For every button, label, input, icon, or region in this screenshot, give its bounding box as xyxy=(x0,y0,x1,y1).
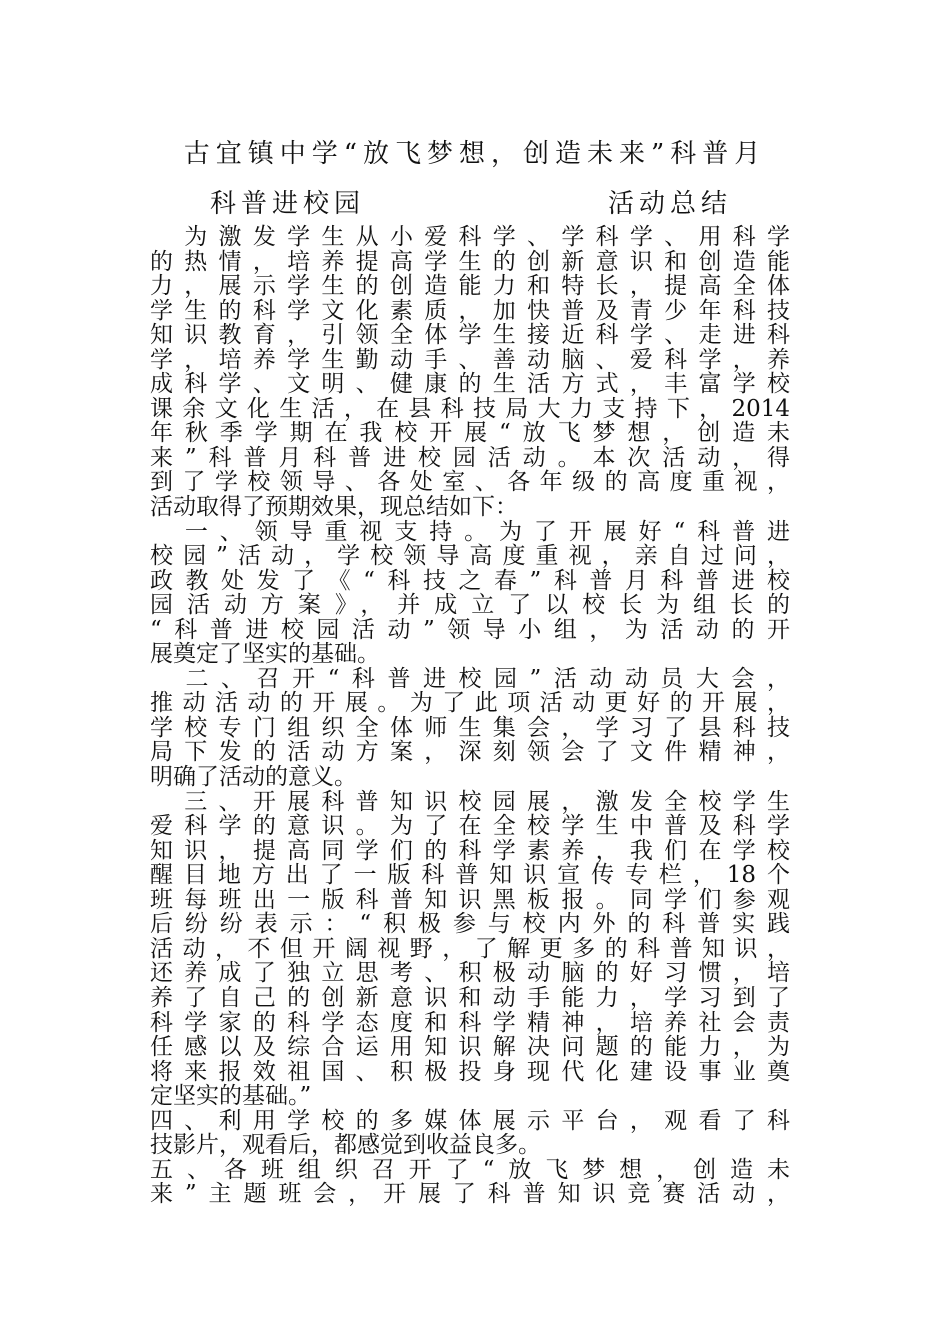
body-line: 醒目地方出了一版科普知识宣传专栏，18个 xyxy=(150,862,790,889)
document-title: 古宜镇中学“放飞梦想，创造未来”科普月 xyxy=(183,139,767,169)
body-line: 来”科普月科普进校园活动。本次活动，得 xyxy=(150,444,790,471)
body-line: 将来报效祖国、积极投身现代化建设事业奠 xyxy=(150,1058,790,1085)
body-line: 来”主题班会，开展了科普知识竞赛活动， xyxy=(150,1181,790,1208)
body-line: 班每班出一版科普知识黑板报。同学们参观 xyxy=(150,886,790,913)
body-line: 局下发的活动方案，深刻领会了文件精神， xyxy=(150,739,790,766)
body-line: 知识教育，引领全体学生接近科学、走进科 xyxy=(150,322,790,349)
document-body xyxy=(150,225,790,1207)
body-line: 后纷纷表示：“积极参与校内外的科普实践 xyxy=(150,911,790,938)
document-subtitle-left: 科普进校园 xyxy=(210,189,366,219)
body-line: 一、领导重视支持。为了开展好“科普进 xyxy=(150,518,790,545)
body-line: 力，展示学生的创造能力和特长，提高全体 xyxy=(150,273,790,300)
body-line: 校园”活动，学校领导高度重视，亲自过问， xyxy=(150,543,790,570)
body-line: 明确了活动的意义。 xyxy=(150,764,357,791)
body-line: 年秋季学期在我校开展“放飞梦想，创造未 xyxy=(150,420,790,447)
body-line: 政教处发了《“科技之春”科普月科普进校 xyxy=(150,567,790,594)
body-line: 还养成了独立思考、积极动脑的好习惯，培 xyxy=(150,960,790,987)
body-line: 二、召开“科普进校园”活动动员大会， xyxy=(150,665,790,692)
body-line: 园活动方案》，并成立了以校长为组长的 xyxy=(150,592,790,619)
body-line: 四、利用学校的多媒体展示平台，观看了科 xyxy=(150,1107,790,1134)
body-line: 科学家的科学态度和科学精神，培养社会责 xyxy=(150,1009,790,1036)
document-subtitle-right: 活动总结 xyxy=(608,189,733,219)
body-line: 推动活动的开展。为了此项活动更好的开展， xyxy=(150,690,790,717)
body-line: 三、开展科普知识校园展，激发全校学生 xyxy=(150,788,790,815)
body-line: 的热情，培养提高学生的创新意识和创造能 xyxy=(150,248,790,275)
body-line: 学，培养学生勤动手、善动脑、爱科学，养 xyxy=(150,346,790,373)
body-line: 活动取得了预期效果，现总结如下： xyxy=(150,494,518,521)
body-line: 学生的科学文化素质，加快普及青少年科技 xyxy=(150,297,790,324)
body-line: 到了学校领导、各处室、各年级的高度重视， xyxy=(150,469,790,496)
body-line: 为激发学生从小爱科学、学科学、用科学 xyxy=(150,224,790,250)
body-line: 知识，提高同学们的科学素养，我们在学校 xyxy=(150,837,790,864)
body-line: 任感以及综合运用知识解决问题的能力，为 xyxy=(150,1034,790,1061)
body-line: 成科学、文明、健康的生活方式，丰富学校 xyxy=(150,371,790,398)
body-line: 爱科学的意识。为了在全校学生中普及科学 xyxy=(150,813,790,840)
body-line: “科普进校园活动”领导小组，为活动的开 xyxy=(150,616,790,643)
body-line: 活动，不但开阔视野，了解更多的科普知识， xyxy=(150,935,790,962)
body-line: 技影片，观看后，都感觉到收益良多。 xyxy=(150,1132,541,1159)
body-line: 展奠定了坚实的基础。 xyxy=(150,641,380,668)
body-line: 课余文化生活，在县科技局大力支持下，2014 xyxy=(150,395,790,422)
body-line: 定坚实的基础。” xyxy=(150,1083,312,1110)
body-line: 五、各班组织召开了“放飞梦想，创造未 xyxy=(150,1156,790,1183)
body-line: 学校专门组织全体师生集会，学习了县科技 xyxy=(150,714,790,741)
body-line: 养了自己的创新意识和动手能力，学习到了 xyxy=(150,984,790,1011)
